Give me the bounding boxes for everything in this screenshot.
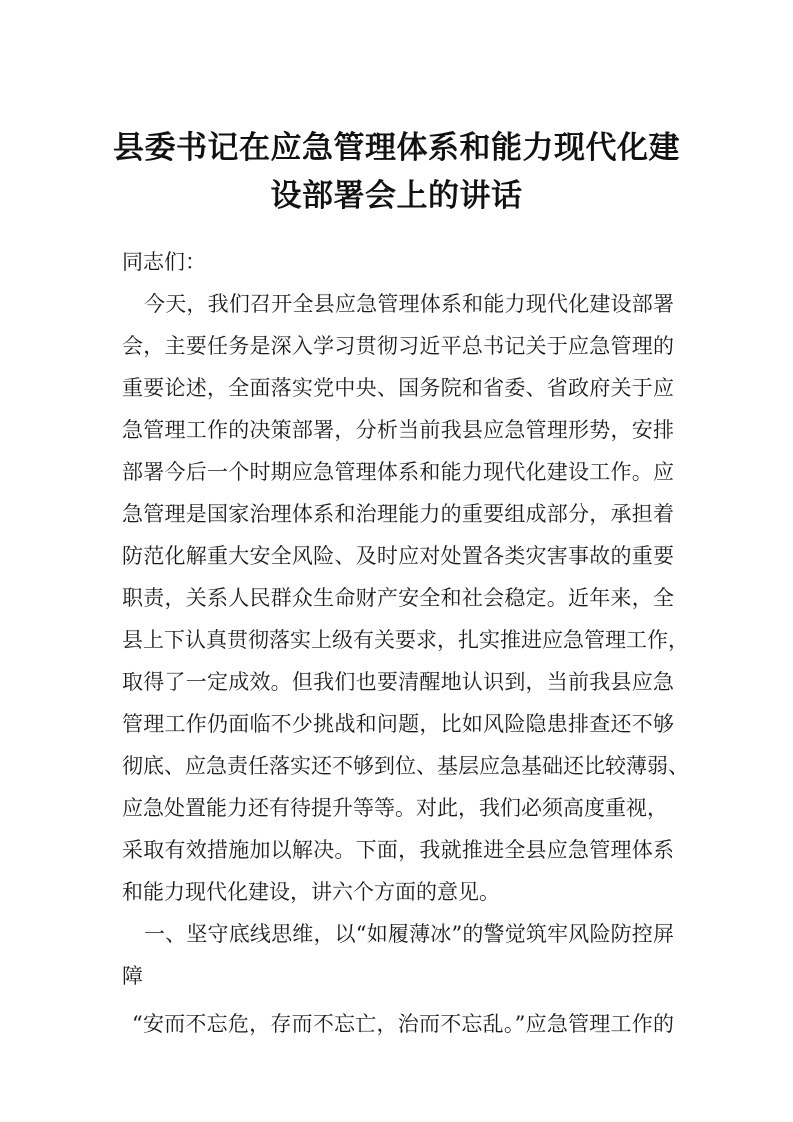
paragraph-line: 防范化解重大安全风险、及时应对处置各类灾害事故的重要 [122,544,674,568]
paragraph-line: 县上下认真贯彻落实上级有关要求，扎实推进应急管理工作， [122,628,689,652]
paragraph-line: 取得了一定成效。但我们也要清醒地认识到，当前我县应急 [122,670,674,694]
paragraph-line: 应急处置能力还有待提升等等。对此，我们必须高度重视， [122,796,668,820]
paragraph-line: 和能力现代化建设，讲六个方面的意见。 [122,880,500,904]
section-heading-line-1: 一、坚守底线思维，以“如履薄冰”的警觉筑牢风险防控屏 [144,922,674,946]
paragraph-line: 急管理工作的决策部署，分析当前我县应急管理形势，安排 [122,418,674,442]
paragraph-line: 彻底、应急责任落实还不够到位、基层应急基础还比较薄弱、 [122,754,689,778]
paragraph-line: 职责，关系人民群众生命财产安全和社会稳定。近年来，全 [122,586,674,610]
document-title-line-2: 设部署会上的讲话 [270,178,523,214]
paragraph-line: 今天，我们召开全县应急管理体系和能力现代化建设部署 [144,292,674,316]
paragraph-line: 会，主要任务是深入学习贯彻习近平总书记关于应急管理的 [122,334,674,358]
paragraph-line: 部署今后一个时期应急管理体系和能力现代化建设工作。应 [122,460,674,484]
paragraph-line: “安而不忘危，存而不忘亡，治而不忘乱。”应急管理工作的 [132,1012,674,1036]
section-heading-line-2: 障 [122,964,143,988]
paragraph-line: 急管理是国家治理体系和治理能力的重要组成部分，承担着 [122,502,674,526]
paragraph-line: 采取有效措施加以解决。下面，我就推进全县应急管理体系 [122,838,674,862]
paragraph-line: 管理工作仍面临不少挑战和问题，比如风险隐患排查还不够 [122,712,674,736]
salutation: 同志们： [122,250,206,274]
document-title-line-1: 县委书记在应急管理体系和能力现代化建 [113,130,680,166]
paragraph-line: 重要论述，全面落实党中央、国务院和省委、省政府关于应 [122,376,674,400]
